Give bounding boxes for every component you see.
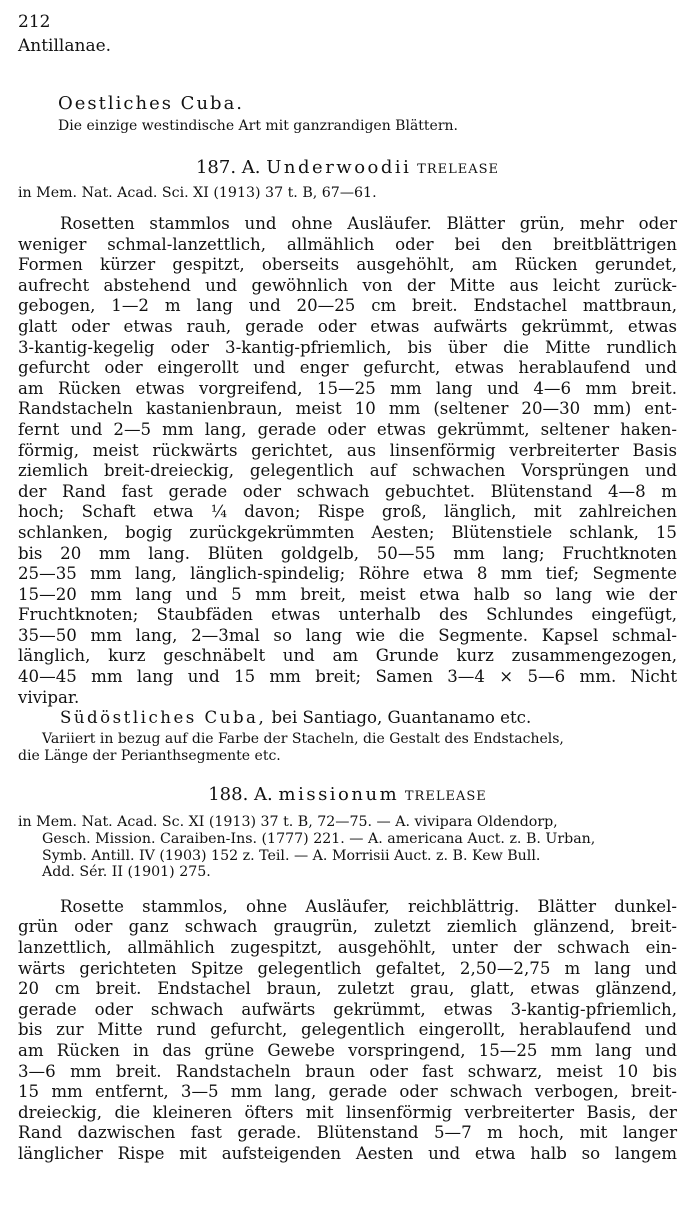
species-187-description-line: glatt oder etwas rauh, gerade oder etwas aufwärts gekrümmt, etwas xyxy=(18,316,677,336)
species-188-description-line: wärts gerichteten Spitze gelegentlich gefaltet, 2,50—2,75 m lang und xyxy=(18,958,677,978)
species-187-description-line: vivipar. xyxy=(18,687,80,707)
species-188-heading xyxy=(18,784,677,808)
species-187-description-line: 3-kantig-kegelig oder 3-kantig-pfriemlich, bis über die Mitte rundlich xyxy=(18,337,677,357)
species-188-description-line: dreieckig, die kleineren öfters mit linsenförmig verbreiterter Basis, der xyxy=(18,1102,677,1122)
variation-line-1: Variiert in bezug auf die Farbe der Stacheln, die Gestalt des Endstachels, xyxy=(42,730,564,747)
species-187-description-line: 35—50 mm lang, 2—3mal so lang wie die Segmente. Kapsel schmal- xyxy=(18,625,677,645)
species-187-description-line: 25—35 mm lang, länglich-spindelig; Röhre etwa 8 mm tief; Segmente xyxy=(18,564,677,584)
species-187-description-line: ziemlich breit-dreieckig, gelegentlich auf schwachen Vorsprüngen und xyxy=(18,461,677,481)
prev-species-note: Die einzige westindische Art mit ganzrandigen Blättern. xyxy=(58,118,458,134)
species-187-variation xyxy=(18,731,677,765)
species-187-description-line: gebogen, 1—2 m lang und 20—25 cm breit. Endstachel mattbraun, xyxy=(18,296,677,316)
variation-line-2: die Länge der Perianthsegmente etc. xyxy=(18,747,281,764)
running-title: Antillanae. xyxy=(18,36,112,56)
species-187-description-line: Fruchtknoten; Staubfäden etwas unterhalb des Schlundes eingefügt, xyxy=(18,605,677,625)
running-title-wrap xyxy=(18,36,677,60)
species-187-description-line: der Rand fast gerade oder schwach gebuchtet. Blütenstand 4—8 m xyxy=(18,481,677,501)
species-188-epithet: missionum xyxy=(278,784,400,806)
species-188-citation-line: Add. Sér. II (1901) 275. xyxy=(42,864,211,881)
species-188-description-line: bis zur Mitte rund gefurcht, gelegentlich eingerollt, herablaufend und xyxy=(18,1020,677,1040)
species-188-description-line: 20 cm breit. Endstachel braun, zuletzt grau, glatt, etwas glänzend, xyxy=(18,979,677,999)
species-188-description-line: gerade oder schwach aufwärts gekrümmt, etwas 3-kantig-pfriemlich, xyxy=(18,999,677,1019)
species-187-description-line: Rosetten stammlos und ohne Ausläufer. Blätter grün, mehr oder xyxy=(60,214,677,233)
species-187-heading xyxy=(18,157,677,181)
species-187-epithet: Underwoodii xyxy=(266,157,412,178)
locality-rest: bei Santiago, Guantanamo etc. xyxy=(271,708,532,728)
species-188-citation-line: in Mem. Nat. Acad. Sc. XI (1913) 37 t. B, 72—75. — A. vivipara Oldendorp, xyxy=(18,814,558,831)
prev-species-range: Oestliches Cuba. xyxy=(58,93,245,114)
species-187-description-line: 15—20 mm lang und 5 mm breit, meist etwa halb so lang wie der xyxy=(18,584,677,604)
species-188-description-line: länglicher Rispe mit aufsteigenden Aesten und etwa halb so langem xyxy=(18,1143,677,1163)
species-187-description xyxy=(18,214,677,708)
page-number: 212 xyxy=(18,12,51,32)
species-188-description-line: 3—6 mm breit. Randstacheln braun oder fast schwarz, meist 10 bis xyxy=(18,1061,677,1081)
species-187-description-line: förmig, meist rückwärts gerichtet, aus linsenförmig verbreiterter Basis xyxy=(18,440,677,460)
species-188-description-line: am Rücken in das grüne Gewebe vorspringend, 15—25 mm lang und xyxy=(18,1040,677,1060)
species-187-author: TRELEASE xyxy=(417,162,500,177)
species-187-description-line: aufrecht abstehend und gewöhnlich von der Mitte aus leicht zurück- xyxy=(18,275,677,295)
species-187-description-line: 40—45 mm lang und 15 mm breit; Samen 3—4 × 5—6 mm. Nicht xyxy=(18,667,677,687)
species-187-description-line: am Rücken etwas vorgreifend, 15—25 mm lang und 4—6 mm breit. xyxy=(18,378,677,398)
species-187-citation: in Mem. Nat. Acad. Sci. XI (1913) 37 t. B, 67—61. xyxy=(18,185,377,201)
species-188-number: 188. A. xyxy=(208,784,273,806)
running-head xyxy=(18,12,677,36)
species-188-citation xyxy=(18,814,677,880)
species-188-description xyxy=(18,897,677,1165)
locality-region: Südöstliches Cuba, xyxy=(60,708,267,728)
species-188-author: TRELEASE xyxy=(404,789,487,805)
species-188-description-line: 15 mm entfernt, 3—5 mm lang, gerade oder schwach verbogen, breit- xyxy=(18,1082,677,1102)
species-187-description-line: Randstacheln kastanienbraun, meist 10 mm (seltener 20—30 mm) ent- xyxy=(18,399,677,419)
species-187-number: 187. A. xyxy=(195,157,261,178)
species-188-description-line: grün oder ganz schwach graugrün, zuletzt ziemlich glänzend, breit- xyxy=(18,917,677,937)
species-187-locality xyxy=(18,708,677,729)
species-187-description-line: hoch; Schaft etwa ¼ davon; Rispe groß, länglich, mit zahlreichen xyxy=(18,502,677,522)
species-187-description-line: gefurcht oder eingerollt und enger gefurcht, etwas herablaufend und xyxy=(18,358,677,378)
species-188-citation-line: Symb. Antill. IV (1903) 152 z. Teil. — A. Morrisii Auct. z. B. Kew Bull. xyxy=(42,847,541,864)
species-187-description-line: schlanken, bogig zurückgekrümmten Aesten; Blütenstiele schlank, 15 xyxy=(18,522,677,542)
species-188-description-line: Rosette stammlos, ohne Ausläufer, reichblättrig. Blätter dunkel- xyxy=(60,896,677,916)
species-188-description-line: lanzettlich, allmählich zugespitzt, ausgehöhlt, unter der schwach ein- xyxy=(18,938,677,957)
species-187-description-line: bis 20 mm lang. Blüten goldgelb, 50—55 mm lang; Fruchtknoten xyxy=(18,543,677,563)
species-188-citation-line: Gesch. Mission. Caraiben-Ins. (1777) 221. — A. americana Auct. z. B. Urban, xyxy=(42,831,596,848)
species-187-description-line: Formen kürzer gespitzt, oberseits ausgehöhlt, am Rücken gerundet, xyxy=(18,255,677,275)
species-187-description-line: weniger schmal-lanzettlich, allmählich oder bei den breitblättrigen xyxy=(18,234,677,254)
species-187-description-line: fernt und 2—5 mm lang, gerade oder etwas gekrümmt, seltener haken- xyxy=(18,419,677,439)
species-188-description-line: Rand dazwischen fast gerade. Blütenstand 5—7 m hoch, mit langer xyxy=(18,1123,677,1143)
species-187-description-line: länglich, kurz geschnäbelt und am Grunde kurz zusammengezogen, xyxy=(18,646,677,666)
